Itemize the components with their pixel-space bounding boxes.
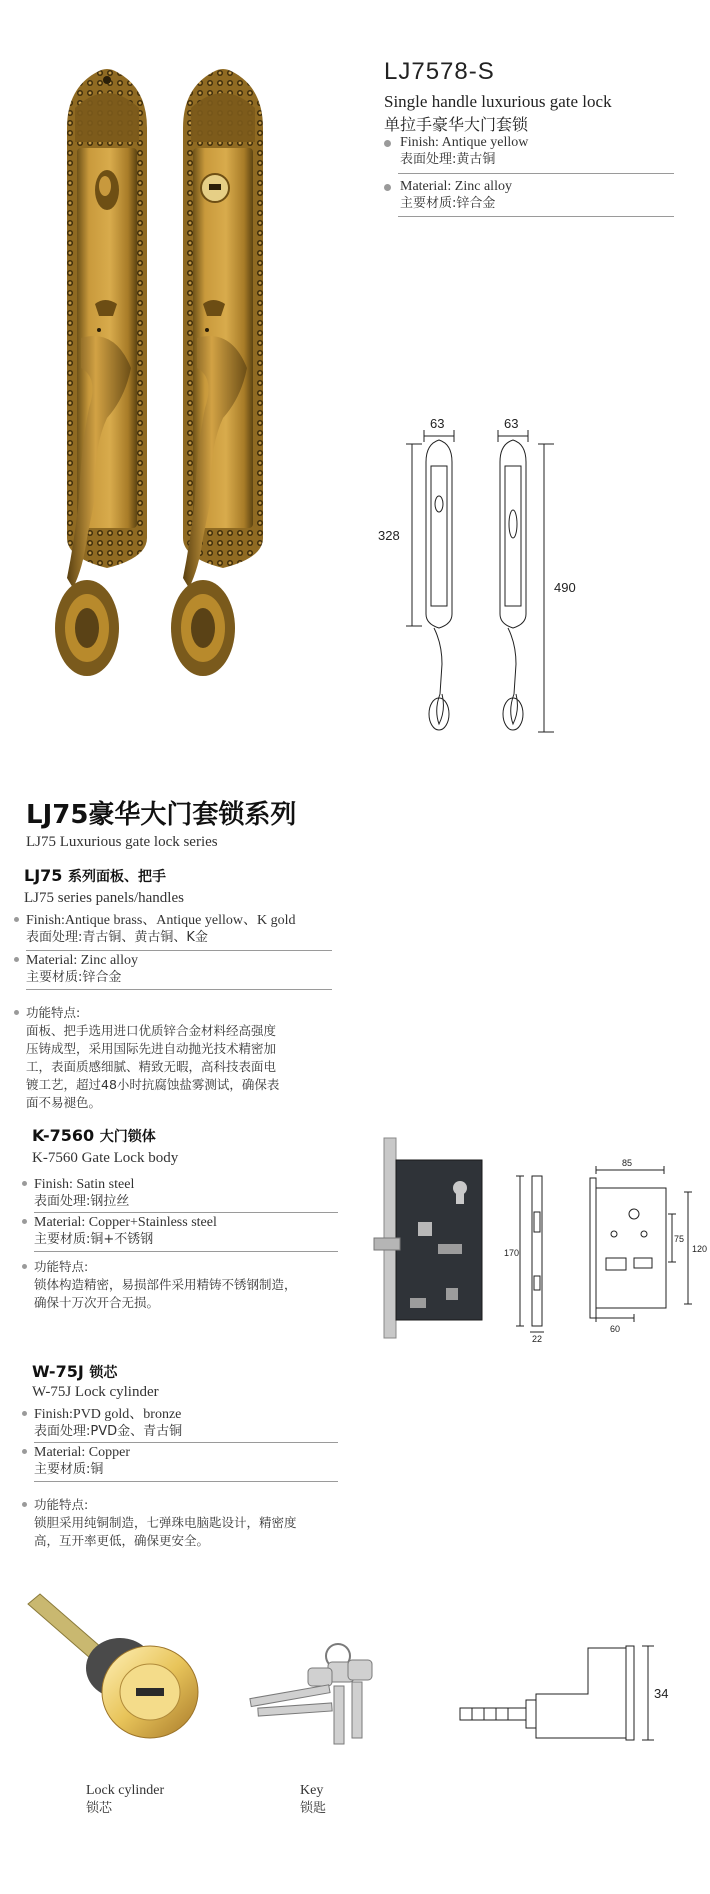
key-caption-en: Key xyxy=(300,1783,324,1798)
bullet-icon xyxy=(14,1010,19,1015)
panels-material-cn: 主要材质:锌合金 xyxy=(26,970,122,985)
lockbody-finish-en: Finish: Satin steel xyxy=(34,1177,135,1192)
lockbody-subtitle: K-7560 Gate Lock body xyxy=(32,1150,179,1166)
dim-lockbody-backset: 60 xyxy=(610,1324,621,1334)
key-caption xyxy=(300,1782,326,1818)
bullet-icon xyxy=(22,1411,27,1416)
dimension-drawing xyxy=(378,414,586,744)
bullet-icon xyxy=(384,140,391,147)
lockbody-features-line: 确保十万次开合无损。 xyxy=(34,1295,160,1310)
panels-heading xyxy=(24,866,166,886)
panels-features xyxy=(14,1004,344,1112)
panels-features-label: 功能特点: xyxy=(26,1005,81,1020)
cylinder-heading-code: W-75J xyxy=(32,1362,84,1381)
panels-finish-cn: 表面处理:青古铜、黄古铜、K金 xyxy=(26,930,208,945)
panels-material-en: Material: Zinc alloy xyxy=(26,953,138,968)
dim-width-left: 63 xyxy=(430,416,445,431)
dim-lockbody-height: 170 xyxy=(504,1248,520,1258)
dim-lockbody-h1: 75 xyxy=(674,1234,685,1244)
lockbody-heading xyxy=(32,1126,156,1146)
model-code: LJ7578-S xyxy=(384,58,495,85)
cylinder-features-label: 功能特点: xyxy=(34,1497,89,1512)
header-material-spec xyxy=(384,178,674,212)
divider xyxy=(34,1442,338,1443)
cylinder-photo xyxy=(24,1592,210,1742)
panels-features-line: 面板、把手选用进口优质锌合金材料经高强度 xyxy=(26,1023,277,1038)
dim-lockbody-depth: 85 xyxy=(622,1158,633,1168)
panels-finish-spec xyxy=(14,912,334,946)
bullet-icon xyxy=(22,1219,27,1224)
cylinder-material-spec xyxy=(22,1444,342,1478)
panels-features-line: 镀工艺，超过48小时抗腐蚀盐雾测试，确保表 xyxy=(26,1077,280,1092)
lockbody-front-drawing xyxy=(504,1172,554,1342)
product-title-cn: 单拉手豪华大门套锁 xyxy=(384,115,529,134)
header-material-cn: 主要材质:锌合金 xyxy=(400,196,496,211)
header-finish-spec xyxy=(384,134,674,168)
dim-plate-height: 328 xyxy=(378,528,400,543)
divider xyxy=(34,1481,338,1482)
cylinder-drawing xyxy=(458,1642,688,1750)
cylinder-subtitle: W-75J Lock cylinder xyxy=(32,1384,159,1400)
header-finish-cn: 表面处理:黄古铜 xyxy=(400,152,496,167)
lockbody-features-line: 锁体构造精密，易损部件采用精铸不锈钢制造， xyxy=(34,1277,297,1292)
lockbody-features xyxy=(22,1258,352,1312)
panels-heading-cn: 系列面板、把手 xyxy=(68,869,166,885)
bullet-icon xyxy=(14,917,19,922)
dim-width-right: 63 xyxy=(504,416,519,431)
lockbody-features-label: 功能特点: xyxy=(34,1259,89,1274)
lockbody-material-en: Material: Copper+Stainless steel xyxy=(34,1215,217,1230)
cylinder-heading xyxy=(32,1362,117,1382)
panels-features-line: 压铸成型，采用国际先进自动抛光技术精密加 xyxy=(26,1041,277,1056)
dim-cylinder: 34 xyxy=(654,1686,669,1701)
panels-features-line: 面不易褪色。 xyxy=(26,1095,102,1110)
cylinder-features xyxy=(22,1496,352,1550)
keys-photo xyxy=(248,1642,398,1746)
bullet-icon xyxy=(22,1264,27,1269)
handleset-photo xyxy=(55,68,305,736)
bullet-icon xyxy=(22,1181,27,1186)
cylinder-features-line: 锁胆采用纯铜制造，七弹珠电脑匙设计，精密度 xyxy=(34,1515,297,1530)
right-plate xyxy=(183,69,263,568)
key-caption-cn: 锁匙 xyxy=(300,1801,327,1816)
dim-lockbody-h2: 120 xyxy=(692,1244,708,1254)
cylinder-features-line: 高，互开率更低，确保更安全。 xyxy=(34,1533,210,1548)
lockbody-photo xyxy=(356,1138,486,1338)
panels-finish-en: Finish:Antique brass、Antique yellow、K gold xyxy=(26,913,296,928)
bullet-icon xyxy=(22,1449,27,1454)
lockbody-material-spec xyxy=(22,1214,342,1248)
lockbody-finish-cn: 表面处理:钢拉丝 xyxy=(34,1194,130,1209)
product-title-en: Single handle luxurious gate lock xyxy=(384,92,612,111)
divider xyxy=(398,216,674,217)
divider xyxy=(26,950,332,951)
lockbody-material-cn: 主要材质:铜+不锈钢 xyxy=(34,1232,154,1247)
cylinder-material-en: Material: Copper xyxy=(34,1445,131,1460)
panels-features-line: 工，表面质感细腻、精致无暇，高科技表面电 xyxy=(26,1059,277,1074)
cylinder-finish-en: Finish:PVD gold、bronze xyxy=(34,1407,182,1422)
divider xyxy=(398,173,674,174)
series-subtitle: LJ75 Luxurious gate lock series xyxy=(26,834,218,850)
series-title: LJ75豪华大门套锁系列 xyxy=(26,800,297,830)
cylinder-caption-cn: 锁芯 xyxy=(86,1801,113,1816)
header-material-en: Material: Zinc alloy xyxy=(400,179,512,194)
lockbody-heading-code: K-7560 xyxy=(32,1126,95,1145)
divider xyxy=(26,989,332,990)
lockbody-side-drawing xyxy=(584,1158,706,1336)
cylinder-caption-en: Lock cylinder xyxy=(86,1783,165,1798)
cylinder-finish-cn: 表面处理:PVD金、青古铜 xyxy=(34,1424,183,1439)
cylinder-material-cn: 主要材质:铜 xyxy=(34,1462,104,1477)
bullet-icon xyxy=(384,184,391,191)
bullet-icon xyxy=(22,1502,27,1507)
panels-heading-code: LJ75 xyxy=(24,866,63,885)
lockbody-heading-cn: 大门锁体 xyxy=(99,1129,156,1145)
dim-total-height: 490 xyxy=(554,580,576,595)
divider xyxy=(34,1251,338,1252)
left-plate xyxy=(67,69,147,568)
lockbody-finish-spec xyxy=(22,1176,342,1210)
panels-material-spec xyxy=(14,952,334,986)
cylinder-heading-cn: 锁芯 xyxy=(89,1365,118,1381)
cylinder-finish-spec xyxy=(22,1406,342,1440)
bullet-icon xyxy=(14,957,19,962)
cylinder-caption xyxy=(86,1782,164,1818)
header-finish-en: Finish: Antique yellow xyxy=(400,135,529,150)
divider xyxy=(34,1212,338,1213)
dim-lockbody-face: 22 xyxy=(532,1334,543,1344)
panels-subtitle: LJ75 series panels/handles xyxy=(24,890,184,906)
